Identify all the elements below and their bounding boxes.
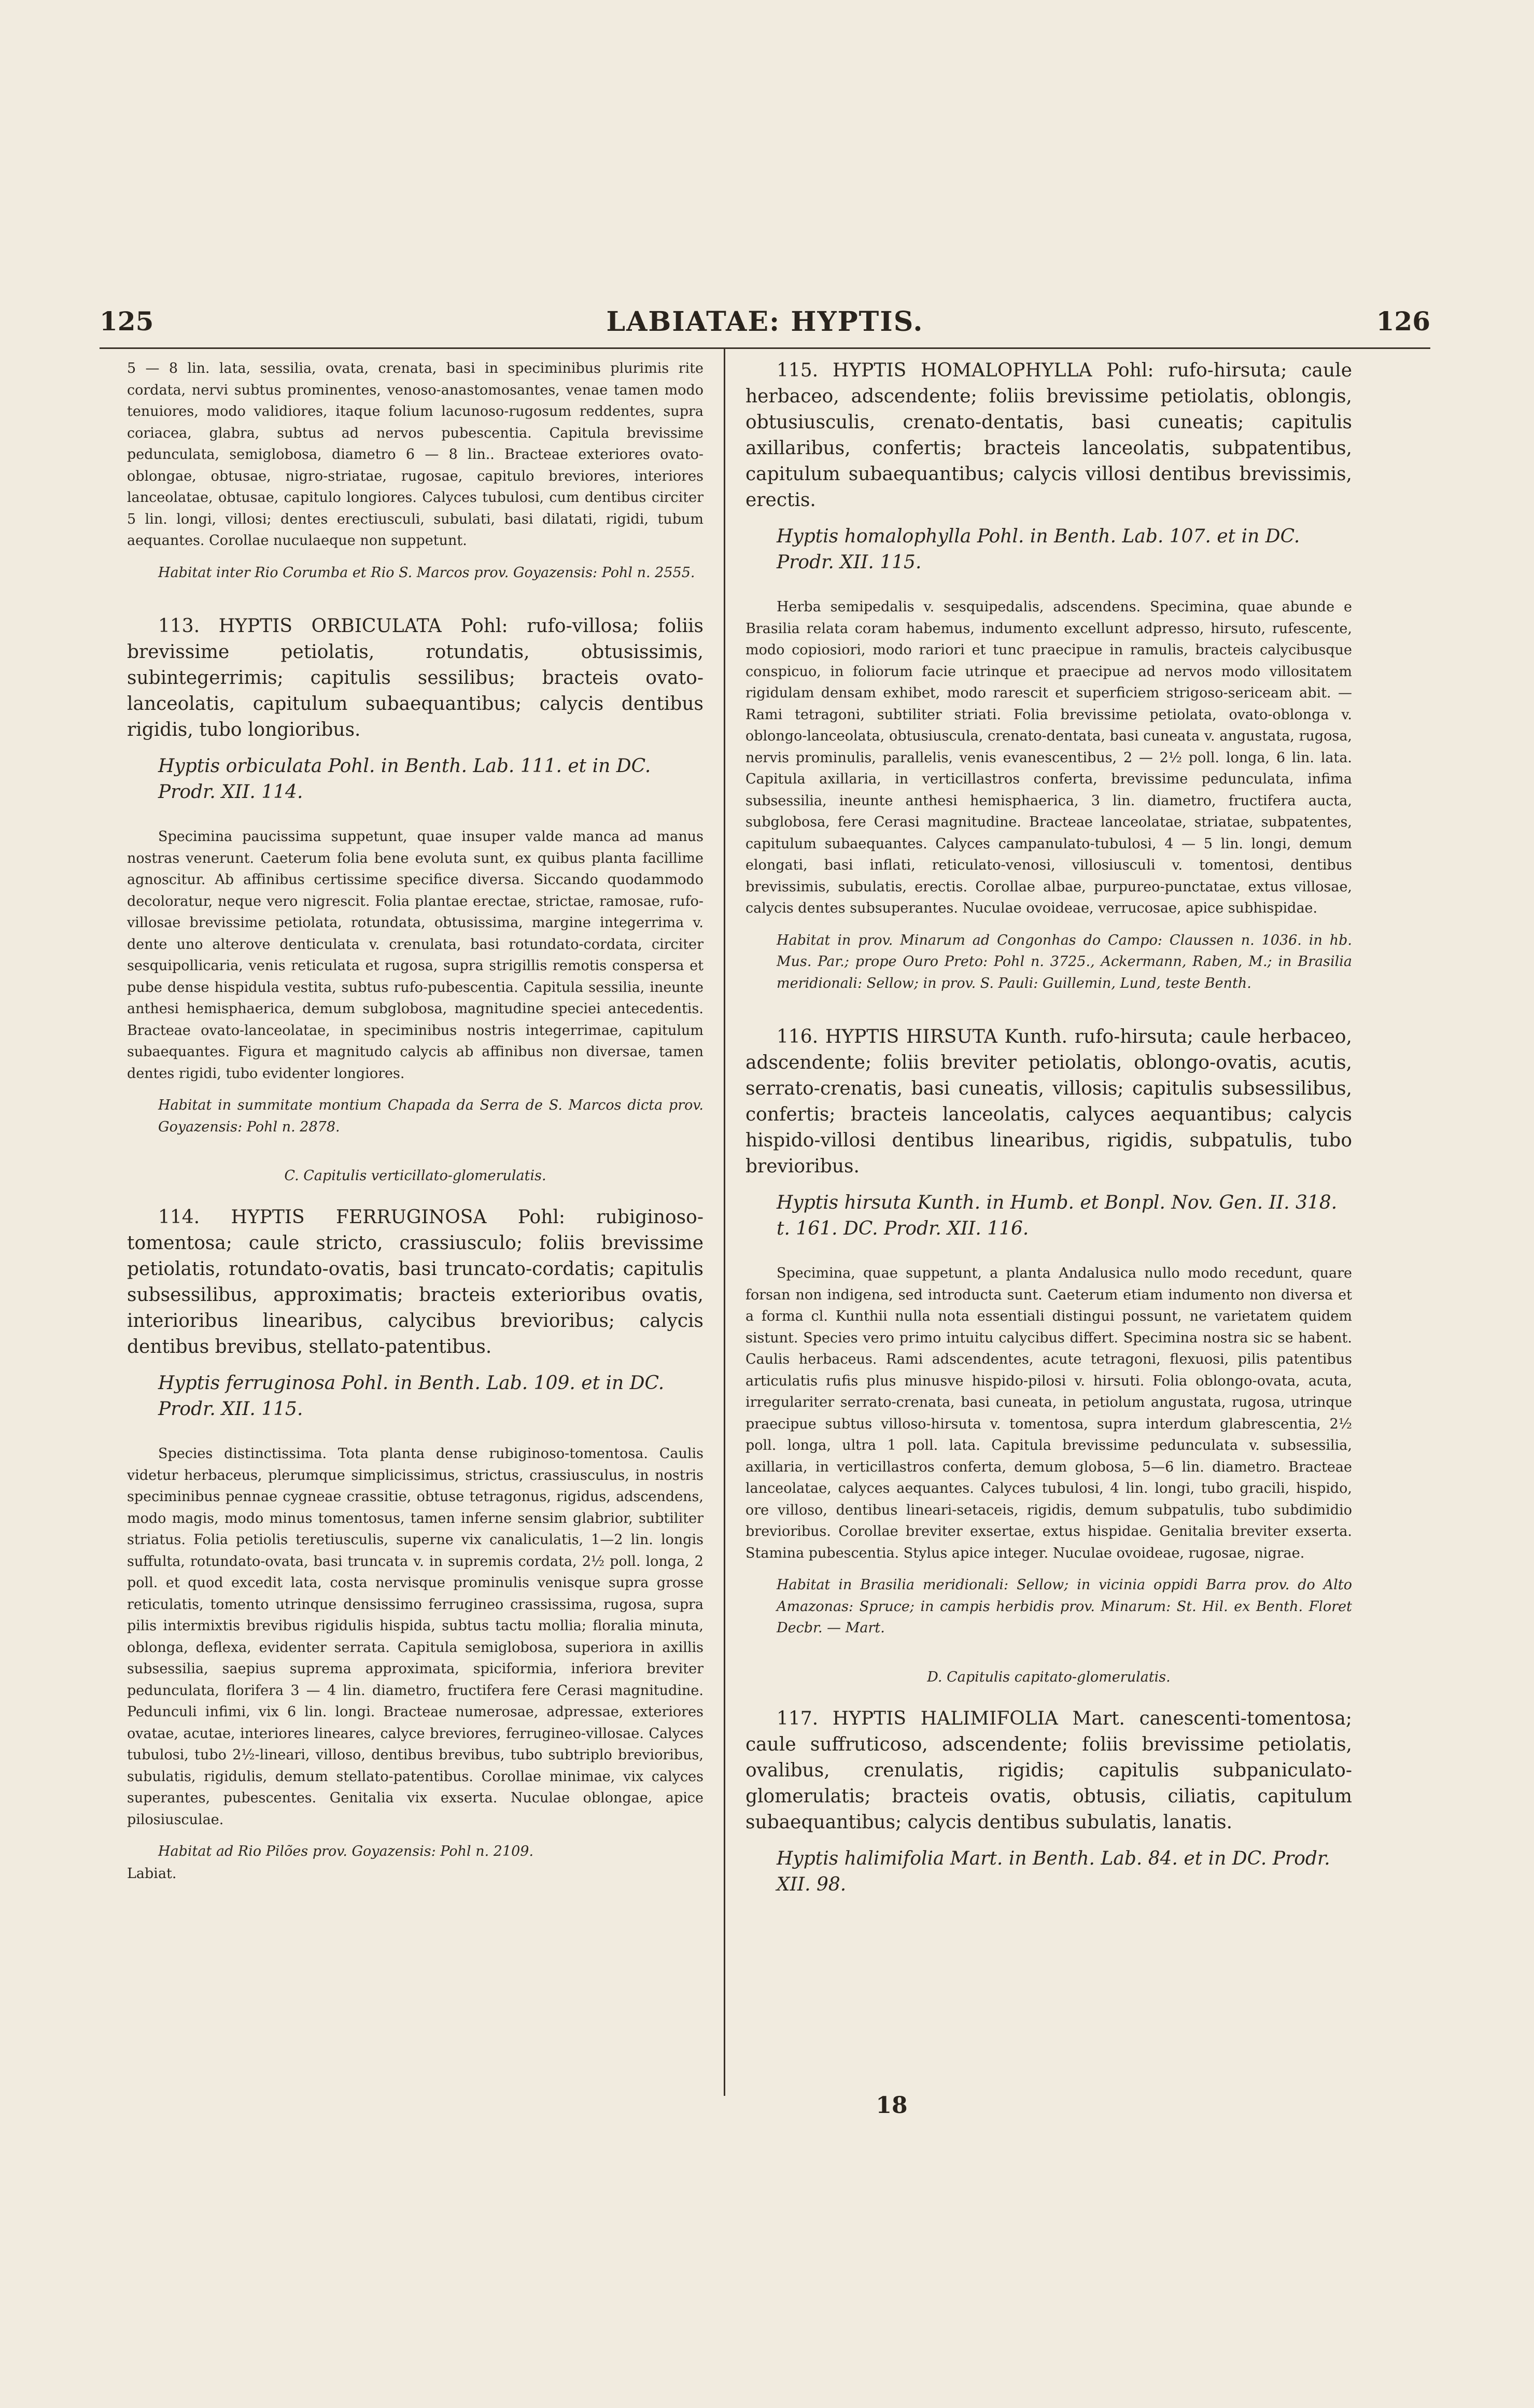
- left-page-number: 125: [100, 306, 154, 337]
- left-column: [127, 358, 703, 1882]
- species-114-habitat: Habitat ad Rio Pilões prov. Goyazensis: Pohl n. 2109.: [158, 1843, 534, 1859]
- species-114-reference: Hyptis ferruginosa Pohl. in Benth. Lab. 109. et in DC. Prodr. XII. 115.: [158, 1373, 665, 1420]
- section-c-heading: C. Capitulis verticillato-glomerulatis.: [284, 1168, 546, 1184]
- right-column: [745, 358, 1352, 1898]
- species-117-reference: Hyptis halimifolia Mart. in Benth. Lab. 84. et in DC. Prodr. XII. 98.: [777, 1847, 1330, 1895]
- species-117-diagnosis: 117. HYPTIS HALIMIFOLIA Mart. canescenti-tomentosa; caule suffruticoso, adscendente; foliis brevissime petiolatis, ovalibus, crenulatis, rigidis; capitulis subpaniculato-glomerulatis; bracteis ovatis, obtusis, ciliatis, capitulum subaequantibus; calycis dentibus subulatis, lanatis.: [745, 1707, 1352, 1833]
- right-page-number: 126: [1376, 306, 1430, 337]
- species-116-reference: Hyptis hirsuta Kunth. in Humb. et Bonpl. Nov. Gen. II. 318. t. 161. DC. Prodr. XII. 116.: [777, 1192, 1338, 1239]
- continued-habitat: Habitat inter Rio Corumba et Rio S. Marcos prov. Goyazensis: Pohl n. 2555.: [158, 564, 695, 581]
- species-113-diagnosis: 113. HYPTIS ORBICULATA Pohl: rufo-villosa; foliis brevissime petiolatis, rotundatis, obtusissimis, subintegerrimis; capitulis sessilibus; bracteis ovato-lanceolatis, capitulum subaequantibus; calycis dentibus rigidis, tubo longioribus.: [127, 615, 703, 740]
- running-title: LABIATAE: HYPTIS.: [606, 306, 924, 338]
- species-115-habitat: Habitat in prov. Minarum ad Congonhas do Campo: Claussen n. 1036. in hb. Mus. Par.; prope Ouro Preto: Pohl n. 3725., Ackermann, Raben, M.; in Brasilia meridionali: Sellow; in prov. S. Pauli: Guillemin, Lund, teste Benth.: [777, 932, 1352, 991]
- column-divider: [724, 348, 725, 2096]
- species-113-reference: Hyptis orbiculata Pohl. in Benth. Lab. 111. et in DC. Prodr. XII. 114.: [158, 755, 651, 803]
- species-116-diagnosis: 116. HYPTIS HIRSUTA Kunth. rufo-hirsuta; caule herbaceo, adscendente; foliis breviter petiolatis, oblongo-ovatis, acutis, serrato-crenatis, basi cuneatis, villosis; capitulis subsessilibus, confertis; bracteis lanceolatis, calyces aequantibus; calycis hispido-villosi dentibus linearibus, rigidis, subpatulis, tubo brevioribus.: [745, 1026, 1352, 1177]
- section-d-heading: D. Capitulis capitato-glomerulatis.: [927, 1669, 1171, 1685]
- signature-mark: 18: [876, 2092, 908, 2119]
- species-114-diagnosis: 114. HYPTIS FERRUGINOSA Pohl: rubiginoso-tomentosa; caule stricto, crassiusculo; foliis brevissime petiolatis, rotundato-ovatis, basi truncato-cordatis; capitulis subsessilibus, approximatis; bracteis exterioribus ovatis, interioribus linearibus, calycibus brevioribus; calycis dentibus brevibus, stellato-patentibus.: [127, 1207, 703, 1357]
- footer-label: Labiat.: [127, 1865, 177, 1882]
- species-116-description: Specimina, quae suppetunt, a planta Andalusica nullo modo recedunt, quare forsan non indigena, sed introducta sunt. Caeterum etiam indumento non diversa et a forma cl. Kunthii nulla nota essentiali distingui possunt, ne varietatem quidem sistunt. Species vero primo intuitu calycibus differt. Specimina nostra sic se habent. Caulis herbaceus. Rami adscendentes, acute tetragoni, flexuosi, pilis patentibus articulatis rufis plus minusve hispido-pilosi v. hirsuti. Folia oblongo-ovata, acuta, irregulariter serrato-crenata, basi cuneata, in petiolum angustata, rugosa, utrinque praecipue subtus villoso-hirsuta v. tomentosa, supra interdum glabrescentia, 2½ poll. longa, ultra 1 poll. lata. Capitula brevissime pedunculata v. subsessilia, axillaria, in verticillastros conferta, demum globosa, 5—6 lin. diametro. Bracteae lanceolatae, calyces aequantes. Calyces tubulosi, 4 lin. longi, tubo gracili, hispido, ore villoso, dentibus lineari-setaceis, rigidis, demum subpatulis, tubo subdimidio brevioribus. Corollae breviter exsertae, extus hispidae. Genitalia breviter exserta. Stamina pubescentia. Stylus apice integer. Nuculae ovoideae, rugosae, nigrae.: [745, 1265, 1352, 1561]
- page-header: [100, 306, 1430, 347]
- species-113-description: Specimina paucissima suppetunt, quae insuper valde manca ad manus nostras venerunt. Caeterum folia bene evoluta sunt, ex quibus planta facillime agnoscitur. Ab affinibus certissime specifice diversa. Siccando quodammodo decoloratur, neque vero nigrescit. Folia plantae erectae, strictae, ramosae, rufo-villosae brevissime petiolata, rotundata, obtusissima, margine integerrima v. dente uno alterove denticulata v. crenulata, basi rotundato-cordata, circiter sesquipollicaria, venis reticulata et rugosa, supra strigillis remotis conspersa et pube dense hispidula vestita, subtus rufo-pubescentia. Capitula sessilia, ineunte anthesi hemisphaerica, demum subglobosa, magnitudine speciei antecedentis. Bracteae ovato-lanceolatae, in speciminibus nostris integerrimae, capitulum subaequantes. Figura et magnitudo calycis ab affinibus non diversae, tamen dentes rigidi, tubo evidenter longiores.: [127, 829, 703, 1082]
- species-115-diagnosis: 115. HYPTIS HOMALOPHYLLA Pohl: rufo-hirsuta; caule herbaceo, adscendente; foliis brevissime petiolatis, oblongis, obtusiusculis, crenato-dentatis, basi cuneatis; capitulis axillaribus, confertis; bracteis lanceolatis, subpatentibus, capitulum subaequantibus; calycis villosi dentibus brevissimis, erectis.: [745, 360, 1352, 511]
- continued-description: 5 — 8 lin. lata, sessilia, ovata, crenata, basi in speciminibus plurimis rite cordata, nervi subtus prominentes, venoso-anastomosantes, venae tamen modo tenuiores, modo validiores, itaque folium lacunoso-rugosum reddentes, supra coriacea, glabra, subtus ad nervos pubescentia. Capitula brevissime pedunculata, semiglobosa, diametro 6 — 8 lin.. Bracteae exteriores ovato-oblongae, obtusae, nigro-striatae, rugosae, capitulo breviores, interiores lanceolatae, obtusae, capitulo longiores. Calyces tubulosi, cum dentibus circiter 5 lin. longi, villosi; dentes erectiusculi, subulati, basi dilatati, rigidi, tubum aequantes. Corollae nuculaeque non suppetunt.: [127, 360, 703, 549]
- species-116-habitat: Habitat in Brasilia meridionali: Sellow; in vicinia oppidi Barra prov. do Alto Amazonas: Spruce; in campis herbidis prov. Minarum: St. Hil. ex Benth. Floret Decbr. — Mart.: [777, 1577, 1352, 1636]
- header-rule: [100, 347, 1430, 349]
- species-115-reference: Hyptis homalophylla Pohl. in Benth. Lab. 107. et in DC. Prodr. XII. 115.: [777, 526, 1300, 573]
- species-114-description: Species distinctissima. Tota planta dense rubiginoso-tomentosa. Caulis videtur herbaceus, plerumque simplicissimus, strictus, crassiusculus, in nostris speciminibus pennae cygneae crassitie, obtuse tetragonus, rigidus, adscendens, modo magis, modo minus tomentosus, tamen inferne sensim glabrior, subtiliter striatus. Folia petiolis teretiusculis, superne vix canaliculatis, 1—2 lin. longis suffulta, rotundato-ovata, basi truncata v. in supremis cordata, 2½ poll. longa, 2 poll. et quod excedit lata, costa nervisque prominulis venisque supra grosse reticulatis, tomento utrinque densissimo ferrugineo crassissima, rugosa, supra pilis intermixtis brevibus rigidulis hispida, subtus tactu mollia; floralia minuta, oblonga, deflexa, evidenter serrata. Capitula semiglobosa, superiora in axillis subsessilia, saepius suprema approximata, spiciformia, inferiora breviter pedunculata, florifera 3 — 4 lin. diametro, fructifera fere Cerasi magnitudine. Pedunculi infimi, vix 6 lin. longi. Bracteae numerosae, adpressae, exteriores ovatae, acutae, interiores lineares, calyce breviores, ferrugineo-villosae. Calyces tubulosi, tubo 2½-lineari, villoso, dentibus brevibus, tubo subtriplo brevioribus, subulatis, rigidulis, demum stellato-patentibus. Corollae minimae, vix calyces superantes, pubescentes. Genitalia vix exserta. Nuculae oblongae, apice pilosiusculae.: [127, 1446, 703, 1828]
- species-115-description: Herba semipedalis v. sesquipedalis, adscendens. Specimina, quae abunde e Brasilia relata coram habemus, indumento excellunt adpresso, hirsuto, rufescente, modo copiosiori, modo rariori et tunc praecipue in ramulis, bracteis calycibusque conspicuo, in foliorum facie utrinque et praecipue ad nervos modo villositatem rigidulam densam exhibet, modo rarescit et superficiem strigoso-sericeam abit. — Rami tetragoni, subtiliter striati. Folia brevissime petiolata, ovato-oblonga v. oblongo-lanceolata, obtusiuscula, crenato-dentata, basi cuneata v. angustata, rugosa, nervis prominulis, parallelis, venis evanescentibus, 2 — 2½ poll. longa, 6 lin. lata. Capitula axillaria, in verticillastros conferta, brevissime pedunculata, infima subsessilia, ineunte anthesi hemisphaerica, 3 lin. diametro, fructifera aucta, subglobosa, fere Cerasi magnitudine. Bracteae lanceolatae, striatae, subpatentes, capitulum subaequantes. Calyces campanulato-tubulosi, 4 — 5 lin. longi, demum elongati, basi inflati, reticulato-venosi, villosiusculi v. tomentosi, dentibus brevissimis, subulatis, erectis. Corollae albae, purpureo-punctatae, extus villosae, calycis dentes subsuperantes. Nuculae ovoideae, verrucosae, apice subhispidae.: [745, 599, 1352, 916]
- species-113-habitat: Habitat in summitate montium Chapada da Serra de S. Marcos dicta prov. Goyazensis: Pohl n. 2878.: [158, 1097, 703, 1135]
